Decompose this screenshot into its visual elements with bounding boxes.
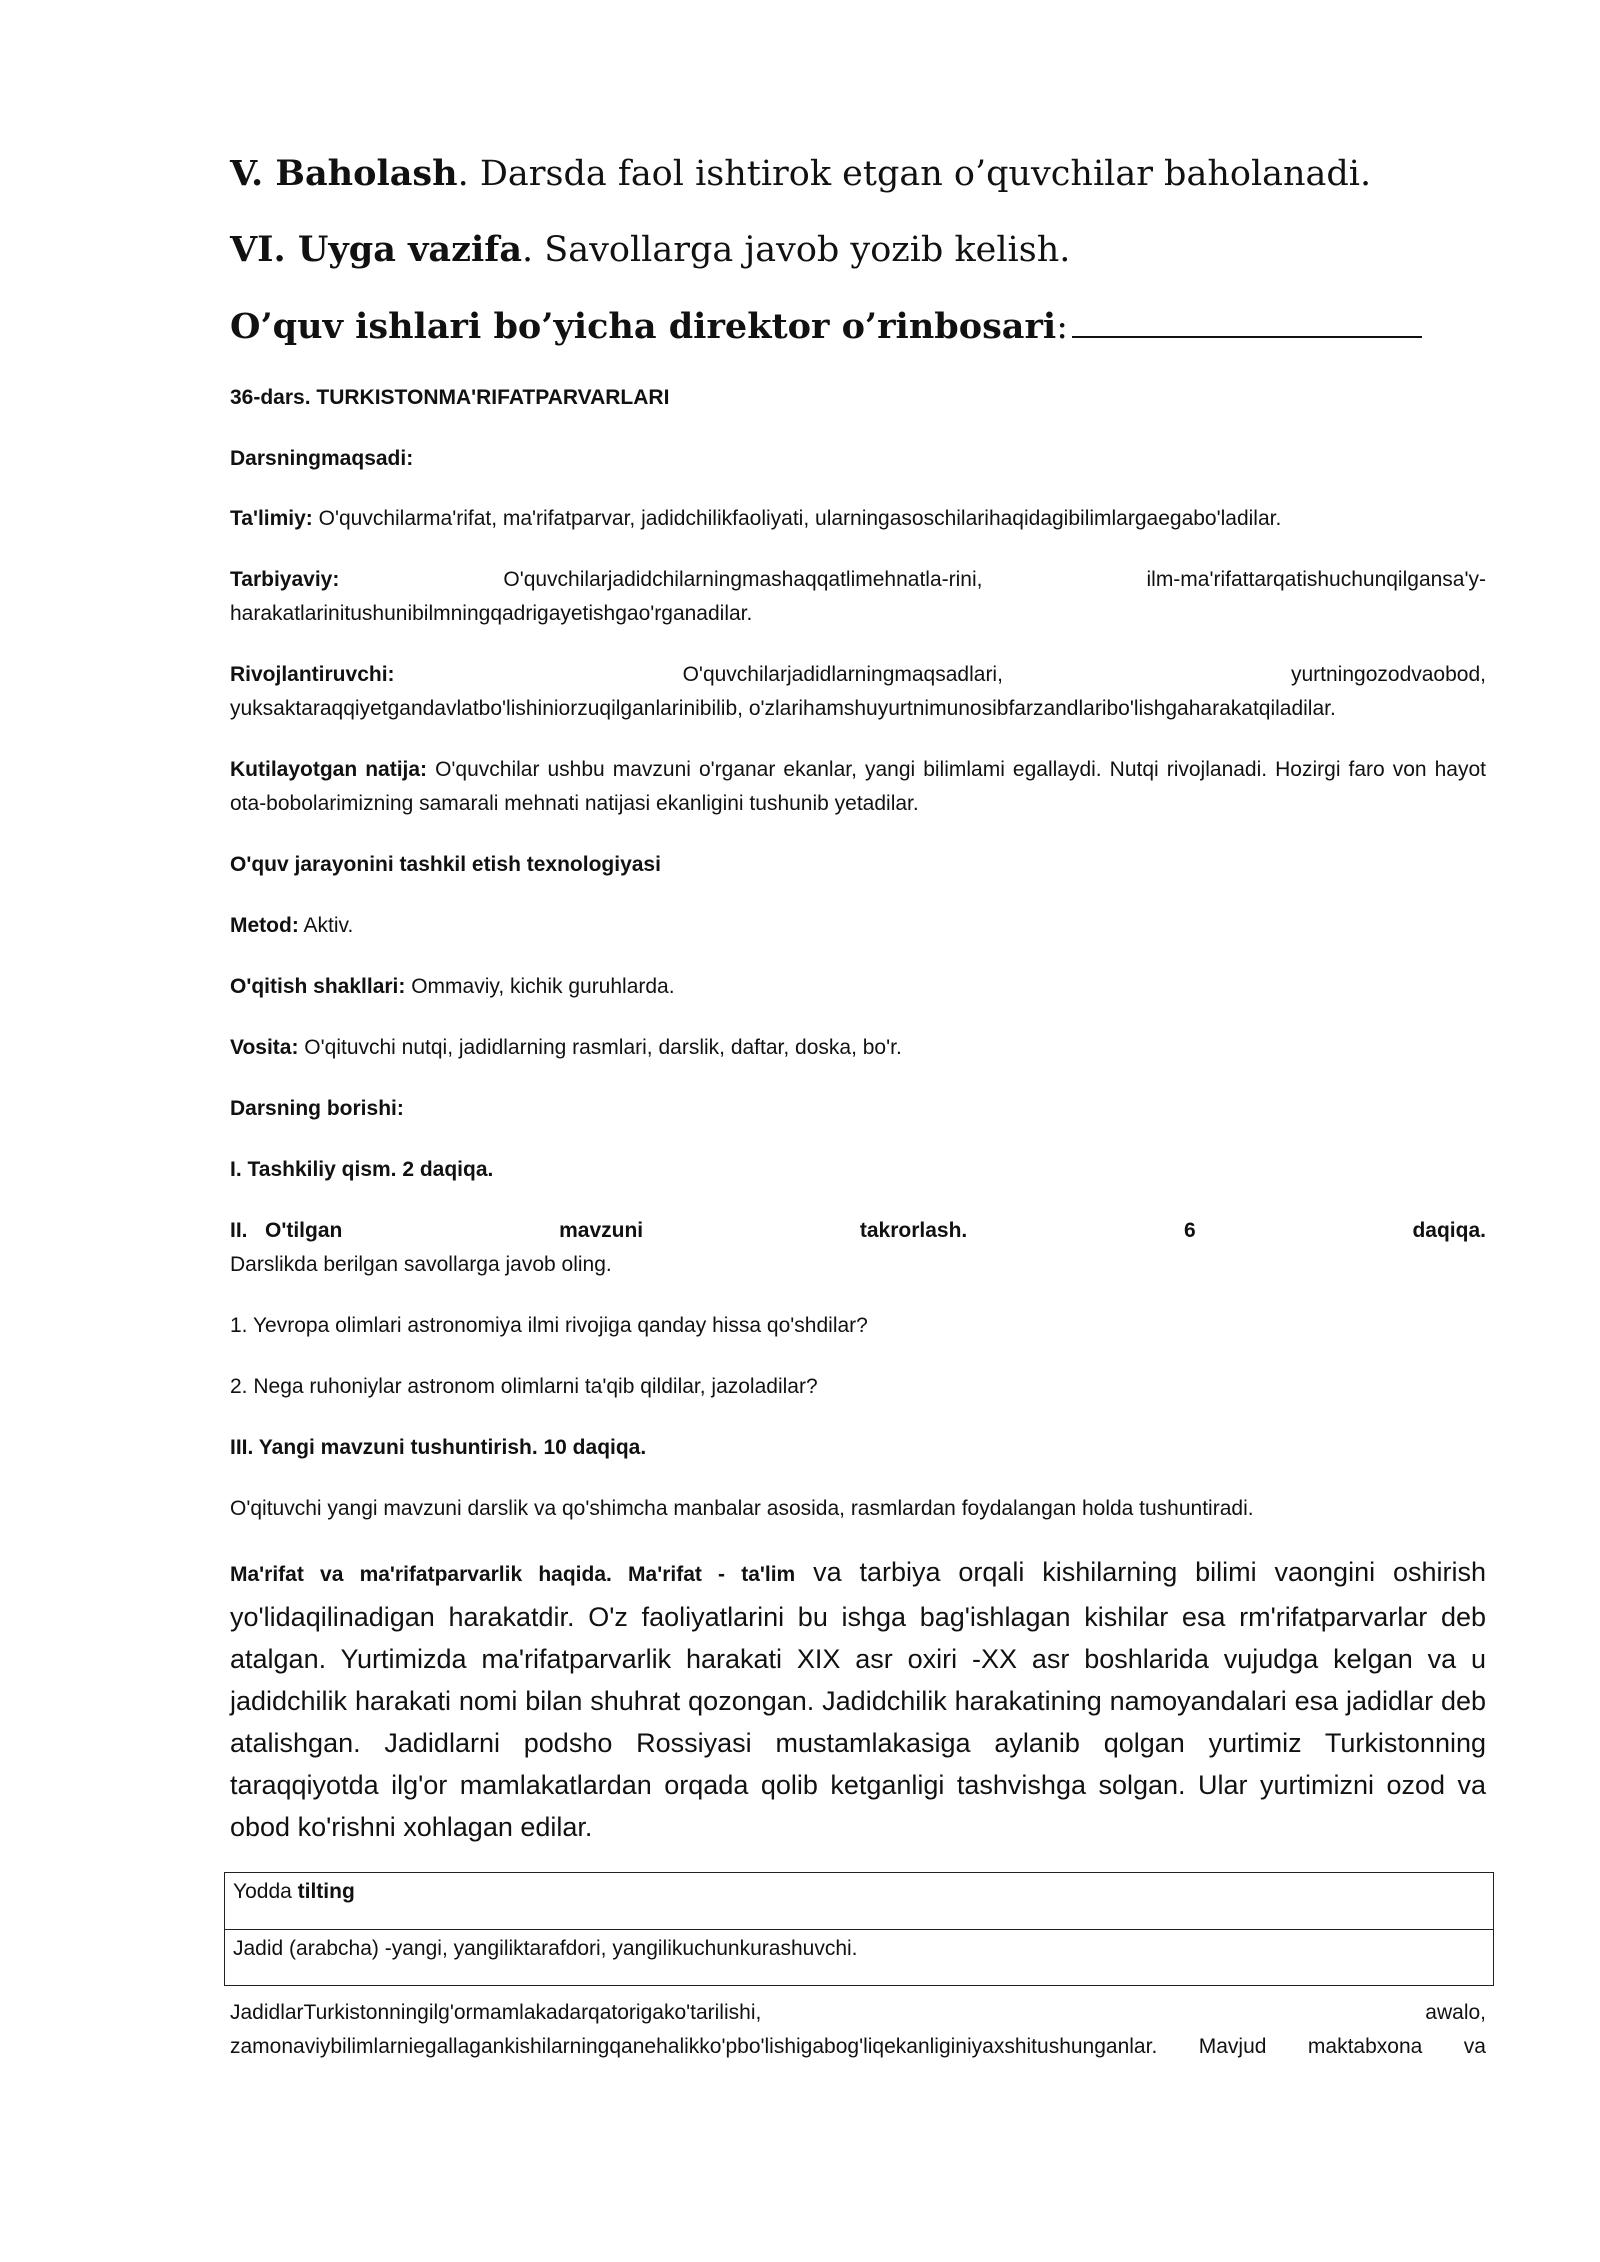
step-new-topic: III. Yangi mavzuni tushuntirish. 10 daqiqa. (230, 1436, 647, 1459)
homework-label: VI. Uyga vazifa (230, 229, 523, 270)
homework-text: . Savollarga javob yozib kelish. (522, 230, 1071, 270)
homework-line (230, 228, 1070, 272)
remember-box-title: Yodda tilting (233, 1880, 355, 1903)
review-question-1: 1. Yevropa olimlari astronomiya ilmi rivojiga qanday hissa qo'shdilar? (230, 1314, 868, 1337)
method-line: Metod: Aktiv. (230, 914, 354, 937)
step-new-topic-text: O'qituvchi yangi mavzuni darslik va qo'shimcha manbalar asosida, rasmlardan foydalangan holda tushuntiradi. (230, 1497, 1254, 1520)
lesson-goal-heading: Darsningmaqsadi: (230, 447, 414, 470)
assessment-label: V. Baholash (230, 153, 458, 194)
educational-goal (230, 502, 1486, 536)
upbringing-goal-label: Tarbiyaviy: (230, 568, 340, 591)
expected-result-text: O'quvchilar ushbu mavzuni o'rganar ekanlar, yangi bilimlami egallaydi. Nutqi rivojlanadi. Hozirgi faro von hayot ota-bobolarimizning samarali mehnati natijasi ekanligini tushunib yetadilar. (230, 758, 1486, 815)
step-organizational: I. Tashkiliy qism. 2 daqiqa. (230, 1158, 494, 1181)
remember-box (224, 1872, 1494, 1986)
review-question-2: 2. Nega ruhoniylar astronom olimlarni ta'qib qildilar, jazoladilar? (230, 1375, 818, 1398)
jadid-paragraph: JadidlarTurkistonningilg'ormamlakadarqatorigako'tarilishi, awalo, zamonaviybilimlarniegallagankishilarningqanehalikko'pbo'lishigabog'liqekanliginiyaxshitushunganlar. Mavjud maktabxona va (230, 2001, 1486, 2058)
educational-goal-label: Ta'limiy: (230, 507, 313, 530)
developmental-goal: Rivojlantiruvchi: O'quvchilarjadidlarningmaqsadlari, yurtningozodvaobod, yuksaktaraqqiyetgandavlatbo'lishiniorzuqilganlarinibilib, o'zlarihamshuyurtnimunosibfarzandlaribo'lishgaharakatqiladilar. (230, 658, 1486, 726)
expected-result-label: Kutilayotgan natija: (230, 758, 428, 781)
enlightenment-label: Ma'rifat va ma'rifatparvarlik haqida. Ma'rifat - ta'lim (230, 1563, 796, 1586)
lesson-process-heading: Darsning borishi: (230, 1097, 404, 1120)
signature-blank (1072, 306, 1422, 338)
upbringing-goal: Tarbiyaviy: O'quvchilarjadidchilarningmashaqqatlimehnatla-rini, ilm-ma'rifattarqatishuchunqilgansa'y- harakatlarinitushunibilmningqadrigayetishgao'rganadilar. (230, 563, 1486, 631)
step-review-instruction: Darslikda berilgan savollarga javob oling. (230, 1253, 612, 1276)
step-review: II. O'tilgan mavzuni takrorlash. 6 daqiqa. Darslikda berilgan savollarga javob oling. (230, 1214, 1486, 1282)
tools-line: Vosita: O'qituvchi nutqi, jadidlarning rasmlari, darslik, daftar, doska, bo'r. (230, 1036, 902, 1059)
director-label: O’quv ishlari bo’yicha direktor o’rinbosari (230, 306, 1057, 347)
lesson-title: 36-dars. TURKISTONMA'RIFATPARVARLARI (230, 386, 670, 409)
director-signature-line (230, 305, 1422, 349)
expected-result (230, 753, 1486, 821)
developmental-goal-label: Rivojlantiruvchi: (230, 663, 395, 686)
teaching-forms-line: O'qitish shakllari: Ommaviy, kichik guruhlarda. (230, 975, 675, 998)
enlightenment-text: va tarbiya orqali kishilarning bilimi vaongini oshirish yo'lidaqilinadigan harakatdir. O'z faoliyatlarini bu ishga bag'ishlagan kishilar esa rm'rifatparvarlar deb atalgan. Yurtimizda ma'rifatparvarlik harakati XIX asr oxiri -XX asr boshlarida vujudga kelgan va u jadidchilik harakati nomi bilan shuhrat qozongan. Jadidchilik harakatining namoyandalari esa jadidlar deb atalishgan. Jadidlarni podsho Rossiyasi mustamlakasiga aylanib qolgan yurtimiz Turkistonning taraqqiyotda ilg'or mamlakatlardan orqada qolib ketganligi tashvishga solgan. Ular yurtimizni ozod va obod ko'rishni xohlagan edilar. (230, 1557, 1486, 1842)
remember-box-definition: Jadid (arabcha) -yangi, yangiliktarafdori, yangilikuchunkurashuvchi. (225, 1929, 1493, 1985)
enlightenment-paragraph (230, 1551, 1486, 1848)
educational-goal-text: O'quvchilarma'rifat, ma'rifatparvar, jadidchilikfaoliyati, ularningasoschilarihaqidagibilimlargaegabo'ladilar. (312, 507, 1282, 530)
director-colon: : (1056, 307, 1069, 347)
assessment-text: . Darsda faol ishtirok etgan o’quvchilar baholanadi. (457, 154, 1372, 194)
assessment-line (230, 152, 1371, 196)
technology-heading: O'quv jarayonini tashkil etish texnologiyasi (230, 853, 661, 876)
